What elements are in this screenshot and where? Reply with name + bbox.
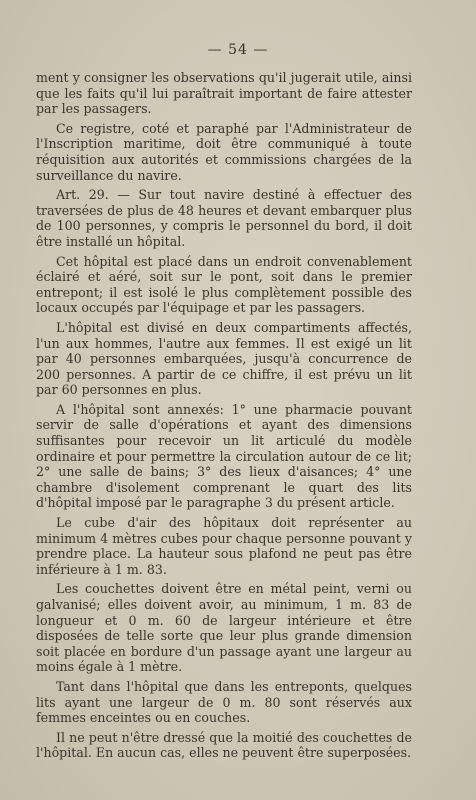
page-number: — 54 —: [207, 42, 269, 58]
paragraph: Les couchettes doivent être en métal peint, verni ou galvanisé; elles doivent avoir, au minimum, 1 m. 83 de longueur et 0 m. 60 de largeur intérieure et être disposées de telle sorte que leur plus grande dimension soit placée en bordure d'un passage ayant une largeur au moins égale à 1 mètre.: [36, 581, 412, 675]
article-paragraph: Art. 29. — Sur tout navire destiné à effectuer des traversées de plus de 48 heures et devant embarquer plus de 100 personnes, y compris le personnel du bord, il doit être installé un hôpital.: [36, 187, 412, 249]
paragraph: Le cube d'air des hôpitaux doit représenter au minimum 4 mètres cubes pour chaque personne pouvant y prendre place. La hauteur sous plafond ne peut pas être inférieure à 1 m. 83.: [36, 515, 412, 577]
paragraph: Ce registre, coté et paraphé par l'Administrateur de l'Inscription maritime, doit être communiqué à toute réquisition aux autorités et commissions chargées de la surveillance du navire.: [36, 120, 412, 183]
paragraph: L'hôpital est divisé en deux compartiments affectés, l'un aux hommes, l'autre aux femmes. Il est exigé un lit par 40 personnes embarquées, jusqu'à concurrence de 200 personnes. A partir de ce chiffre, il est prévu un lit par 60 personnes en plus.: [36, 319, 412, 398]
paragraph: Tant dans l'hôpital que dans les entreponts, quelques lits ayant une largeur de 0 m. 80 sont réservés aux femmes enceintes ou en couches.: [36, 678, 412, 726]
body-text: [36, 70, 412, 765]
paragraph: Il ne peut n'être dressé que la moitié des couchettes de l'hôpital. En aucun cas, elles ne peuvent être superposées.: [36, 729, 412, 761]
paragraph: ment y consigner les observations qu'il jugerait utile, ainsi que les faits qu'il lui paraîtrait important de faire attester par les passagers.: [36, 70, 412, 117]
paragraph: Cet hôpital est placé dans un endroit convenablement éclairé et aéré, soit sur le pont, soit dans le premier entrepont; il est isolé le plus complètement possible des locaux occupés par l'équipage et par les passagers.: [36, 253, 412, 316]
paragraph: A l'hôpital sont annexés: 1° une pharmacie pouvant servir de salle d'opérations et ayant des dimensions suffisantes pour recevoir un lit articulé du modèle ordinaire et pour permettre la circulation autour de ce lit; 2° une salle de bains; 3° des lieux d'aisances; 4° une chambre d'isolement comprenant le quart des lits d'hôpital imposé par le paragraphe 3 du présent article.: [36, 401, 412, 511]
